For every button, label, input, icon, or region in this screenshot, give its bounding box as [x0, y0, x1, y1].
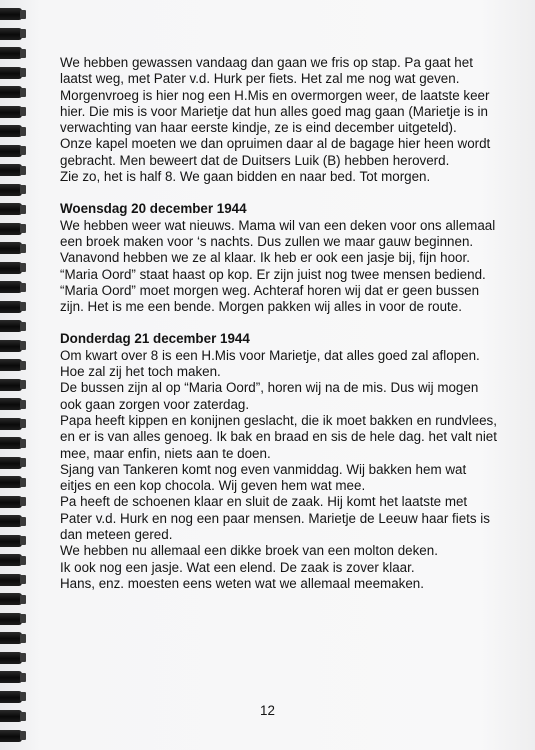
- binding-hole: [20, 731, 26, 740]
- binding-hole: [20, 380, 26, 389]
- binding-ring: [0, 203, 22, 215]
- binding-ring: [0, 301, 22, 313]
- paragraph: Pa heeft de schoenen klaar en sluit de zaak. Hij komt het laatste met Pater v.d. Hurk en nog een paar mensen. Marietje de Leeuw haar fiets is dan meteen gered.: [60, 494, 490, 543]
- entry-heading: Woensdag 20 december 1944: [60, 201, 247, 217]
- paragraph: We hebben gewassen vandaag dan gaan we fris op stap. Pa gaat het laatst weg, met Pater v.d. Hurk per fiets. Het zal me nog wat geven.: [60, 55, 473, 87]
- binding-ring: [0, 457, 22, 469]
- binding-hole: [20, 478, 26, 487]
- binding-hole: [20, 419, 26, 428]
- binding-ring: [0, 164, 22, 176]
- section-intro: [60, 55, 500, 185]
- binding-ring: [0, 496, 22, 508]
- binding-ring: [0, 671, 22, 683]
- binding-ring: [0, 281, 22, 293]
- page-number: 12: [260, 703, 275, 718]
- binding-hole: [20, 10, 26, 19]
- binding-hole: [20, 536, 26, 545]
- binding-ring: [0, 340, 22, 352]
- binding-hole: [20, 439, 26, 448]
- binding-ring: [0, 320, 22, 332]
- spiral-binding: [0, 0, 30, 750]
- binding-hole: [20, 127, 26, 136]
- binding-ring: [0, 86, 22, 98]
- paragraph: Ik ook nog een jasje. Wat een elend. De zaak is zover klaar.: [60, 559, 415, 575]
- binding-ring: [0, 242, 22, 254]
- paragraph: Sjang van Tankeren komt nog even vanmiddag. Wij bakken hem wat eitjes en een kop chocola. Wij geven hem wat mee.: [60, 461, 467, 494]
- binding-hole: [20, 49, 26, 58]
- binding-ring: [0, 359, 22, 371]
- binding-hole: [20, 673, 26, 682]
- paragraph: Om kwart over 8 is een H.Mis voor Marietje, dat alles goed zal aflopen. Hoe zal zij het toch maken.: [60, 347, 480, 380]
- entry-heading: Donderdag 21 december 1944: [60, 331, 250, 347]
- binding-ring: [0, 184, 22, 196]
- binding-ring: [0, 476, 22, 488]
- paragraph: Hans, enz. moesten eens weten wat we allemaal meemaken.: [60, 575, 424, 591]
- binding-hole: [20, 692, 26, 701]
- binding-hole: [20, 185, 26, 194]
- binding-ring: [0, 574, 22, 586]
- binding-ring: [0, 593, 22, 605]
- binding-hole: [20, 556, 26, 565]
- paragraph: De bussen zijn al op “Maria Oord”, horen wij na de mis. Dus wij mogen ook gaan zorgen voor zaterdag.: [60, 380, 479, 412]
- binding-ring: [0, 8, 22, 20]
- binding-ring: [0, 437, 22, 449]
- paragraph: Papa heeft kippen en konijnen geslacht, die ik moet bakken en rundvlees, en er is van alles genoeg. Ik bak en braad en sis de hele dag. het valt niet mee, maar enfin, niets aan te doen.: [60, 412, 497, 461]
- binding-hole: [20, 458, 26, 467]
- paragraph: Zie zo, het is half 8. We gaan bidden en naar bed. Tot morgen.: [60, 169, 431, 185]
- binding-hole: [20, 653, 26, 662]
- binding-hole: [20, 634, 26, 643]
- entry-wednesday: [60, 201, 500, 315]
- binding-hole: [20, 322, 26, 331]
- binding-ring: [0, 145, 22, 157]
- binding-hole: [20, 166, 26, 175]
- binding-hole: [20, 205, 26, 214]
- binding-hole: [20, 575, 26, 584]
- entry-thursday: [60, 331, 500, 592]
- binding-ring: [0, 691, 22, 703]
- binding-hole: [20, 107, 26, 116]
- paragraph: “Maria Oord” staat haast op kop. Er zijn juist nog twee mensen bediend. “Maria Oord” moet morgen weg. Achteraf horen wij dat er geen bussen zijn. Het is me een bende. Morgen pakken wij alles in voor de route.: [60, 266, 486, 315]
- binding-hole: [20, 224, 26, 233]
- binding-hole: [20, 595, 26, 604]
- binding-ring: [0, 379, 22, 391]
- paragraph: We hebben weer wat nieuws. Mama wil van een deken voor ons allemaal een broek maken voor ‘s nachts. Dus zullen we maar gauw beginnen. Vanavond hebben we ze al klaar. Ik heb er ook een jasje bij, fijn hoor.: [60, 217, 496, 266]
- binding-ring: [0, 730, 22, 742]
- binding-ring: [0, 47, 22, 59]
- binding-ring: [0, 67, 22, 79]
- binding-hole: [20, 497, 26, 506]
- binding-ring: [0, 223, 22, 235]
- binding-ring: [0, 535, 22, 547]
- binding-hole: [20, 146, 26, 155]
- binding-hole: [20, 88, 26, 97]
- binding-ring: [0, 515, 22, 527]
- paragraph: We hebben nu allemaal een dikke broek van een molton deken.: [60, 543, 438, 559]
- diary-text: [60, 55, 500, 592]
- binding-hole: [20, 302, 26, 311]
- binding-hole: [20, 29, 26, 38]
- binding-ring: [0, 106, 22, 118]
- binding-ring: [0, 418, 22, 430]
- binding-ring: [0, 613, 22, 625]
- binding-hole: [20, 614, 26, 623]
- binding-ring: [0, 554, 22, 566]
- binding-hole: [20, 400, 26, 409]
- binding-ring: [0, 652, 22, 664]
- binding-ring: [0, 125, 22, 137]
- paragraph: Onze kapel moeten we dan opruimen daar al de bagage hier heen wordt gebracht. Men beweert dat de Duitsers Luik (B) hebben heroverd.: [60, 136, 491, 168]
- binding-hole: [20, 244, 26, 253]
- binding-hole: [20, 283, 26, 292]
- binding-ring: [0, 398, 22, 410]
- binding-ring: [0, 262, 22, 274]
- binding-hole: [20, 263, 26, 272]
- paragraph: Morgenvroeg is hier nog een H.Mis en overmorgen weer, de laatste keer hier. Die mis is voor Marietje dat hun alles goed mag gaan (Marietje is in verwachting van haar eerste kindje, ze is eind december uitgeteld).: [60, 87, 490, 136]
- binding-ring: [0, 632, 22, 644]
- binding-hole: [20, 517, 26, 526]
- binding-hole: [20, 68, 26, 77]
- binding-ring: [0, 28, 22, 40]
- binding-hole: [20, 341, 26, 350]
- binding-hole: [20, 361, 26, 370]
